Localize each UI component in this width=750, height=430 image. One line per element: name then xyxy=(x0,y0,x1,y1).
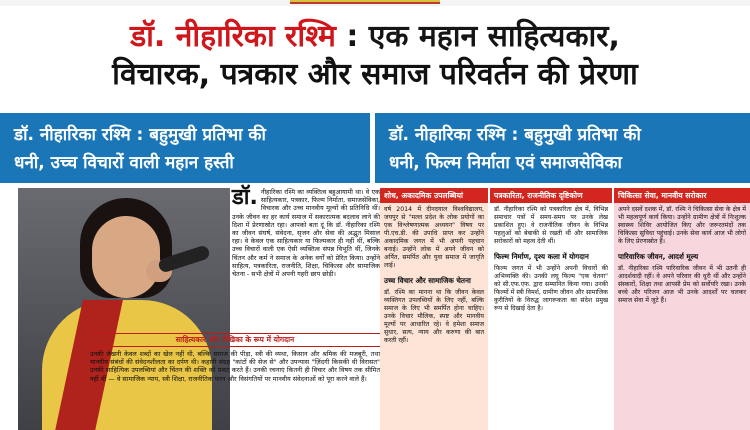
article-lower-section xyxy=(90,333,380,383)
banner-right xyxy=(375,113,750,183)
banner-right-line-2: धनी, फिल्म निर्माता एवं समाजसेविका xyxy=(389,153,622,173)
headline-line-2: विचारक, पत्रकार और समाज परिवर्तन की प्रेरणा xyxy=(112,57,638,92)
column-journalism-text-2: फिल्म जगत में भी उन्होंने अपनी विचारों की अभिव्यक्ति की। उनकी लघु फिल्म "एक चेतना" को सी.एफ.एफ. द्वारा सम्मानित किया गया। उनकी फिल्मों में स्त्री विमर्श, ग्रामीण जीवन और सामाजिक कुरीतियों के विरुद्ध जागरूकता का संदेश प्रमुख रूप से दिखाई देता है। xyxy=(494,265,608,312)
portrait-photo xyxy=(18,188,230,430)
column-journalism-subhead: फिल्म निर्माण, दृश्य कला में योगदान xyxy=(494,252,589,261)
headline-person-name: डॉ. नीहारिका रश्मि xyxy=(130,19,336,54)
column-medical-text-2: डॉ. नीहारिका रश्मि पारिवारिक जीवन में भी उतनी ही आदर्शवादी रहीं। वे अपने परिवार की धुरी थीं और उन्होंने संस्कारों, शिक्षा तथा आपसी प्रेम को सर्वोपरि रखा। उनके बच्चे और परिजन आज भी उनके आदर्शों पर चलकर समाज सेवा में जुटे हैं। xyxy=(618,265,746,304)
page-headline xyxy=(0,18,750,94)
column-research-text-1: वर्ष 2014 में दीनदयाल विश्वविद्यालय, जयपुर से "मल्ल प्रदेश के लोक प्रयोगों का एक विश्लेषणात्मक अध्ययन" विषय पर पी.एच.डी. की उपाधि प्राप्त कर उन्होंने अकादमिक जगत में भी अपनी पहचान बनाई। उन्होंने लोक में अपने जीवन को अर्पित, समर्पित और युवा समाज में जागृति लाई। xyxy=(384,206,484,269)
column-medical-heading: चिकित्सा सेवा, मानवीय सरोकार xyxy=(614,188,750,203)
portrait-face xyxy=(92,216,160,298)
article-lower-text: उनकी लेखनी केवल शब्दों का खेल नहीं थी, बल्कि समाज की पीड़ा, स्त्री की व्यथा, किसान और श्रमिक की मजबूरी, तथा मानवीय संबंधों की संवेदनशीलता का दर्पण थी। कहानी संग्रह "कांटों की सेज से" और उपन्यास "ज़िंदगी किसकी थी विरासत" उनकी साहित्यिक उपलब्धियां और चिंतन की शक्ति को प्रकट करते हैं। उनकी रचनाएं कितनी ही विचार और विषय तक सीमित नहीं थीं — वे सामाजिक न्याय, स्त्री शिक्षा, राजनीतिक पतन और विसंगतियों पर मानवीय संवेदनाओं को पूरा करने वाले हैं। xyxy=(90,350,380,383)
headline-line-1 xyxy=(0,18,750,56)
banner-left-line-2: धनी, उच्च विचारों वाली महान हस्ती xyxy=(14,153,234,173)
column-research xyxy=(380,188,488,430)
article-intro xyxy=(232,185,380,279)
article-intro-text: नीहारिका रश्मि का व्यक्तित्व बहुआयामी था। वे एक साहित्यकार, पत्रकार, फिल्म निर्माता, समाजसेविका, विचारक और उच्च मानवीय मूल्यों की प्रतिनिधि थीं। उनके जीवन का हर कार्य समाज में सकारात्मक बदलाव लाने की दिशा में प्रेरणास्रोत रहा। आपको बता दूं कि डॉ. नीहारिका रश्मि का जीवन संघर्ष, संवेदना, सृजन और सेवा की अद्भुत मिसाल रहा। वे केवल एक साहित्यकार या फिल्मकार ही नहीं थीं, बल्कि उच्च विचारों वाली एक ऐसी व्यक्तित्व संपन्न विभूति थीं, जिनके चिंतन और कर्म ने समाज के अनेक वर्गों को प्रेरित किया। उन्होंने साहित्य, पत्रकारिता, राजनीति, शिक्षा, चिकित्सा और सामाजिक चेतना - सभी क्षेत्रों में अपनी गहरी छाप छोड़ी। xyxy=(232,188,380,279)
column-journalism-text-1: डॉ. नीहारिका रश्मि को पत्रकारिता क्षेत्र में, विभिन्न समाचार पत्रों में समय-समय पर उनके लेख प्रकाशित हुए। वे राजनीतिक जीवन के विभिन्न पहलुओं को बेबाकी से रखती थीं और सामाजिक सरोकारों को महत्व देती थीं। xyxy=(494,206,608,245)
top-decorative-strip xyxy=(0,0,750,6)
column-research-heading: शोध, अकादमिक उपलब्धियां xyxy=(380,188,488,203)
top-color-mark xyxy=(290,0,440,4)
column-journalism-heading: पत्रकारिता, राजनीतिक दृष्टिकोण xyxy=(490,188,612,203)
column-research-text-2: डॉ. रश्मि का मानना था कि जीवन केवल व्यक्तिगत उपलब्धियों के लिए नहीं, बल्कि समाज के लिए भी समर्पित होना चाहिए। उनके विचार मौलिक, स्पष्ट और मानवीय मूल्यों पर आधारित रहे। वे हमेशा समाज सुधार, सत्य, न्याय और करुणा की बात करती रहीं। xyxy=(384,289,484,344)
article-dropcap: डॉ. xyxy=(232,185,258,210)
column-medical-service xyxy=(614,188,750,430)
column-research-subhead: उच्च विचार और सामाजिक चेतना xyxy=(384,276,471,285)
banner-left xyxy=(0,113,370,183)
banner-right-line-1: डॉ. नीहारिका रश्मि : बहुमुखी प्रतिभा की xyxy=(389,125,641,145)
headline-title-rest: : एक महान साहित्यकार, xyxy=(346,19,620,54)
article-subhead: साहित्यकार और लेखिका के रूप में योगदान xyxy=(90,333,380,347)
column-medical-subhead: पारिवारिक जीवन, आदर्श मूल्य xyxy=(618,252,699,261)
column-journalism xyxy=(490,188,612,430)
banner-left-line-1: डॉ. नीहारिका रश्मि : बहुमुखी प्रतिभा की xyxy=(14,125,266,145)
column-medical-text-1: अपने दसवें दशक में, डॉ. रश्मि ने चिकित्सा सेवा के क्षेत्र में भी महत्वपूर्ण कार्य किया। उन्होंने ग्रामीण क्षेत्रों में निःशुल्क स्वास्थ्य शिविर आयोजित किए और जरूरतमंदों तक चिकित्सा सुविधा पहुंचाई। उनके सेवा कार्य आज भी लोगों के लिए प्रेरणास्रोत हैं। xyxy=(618,206,746,245)
